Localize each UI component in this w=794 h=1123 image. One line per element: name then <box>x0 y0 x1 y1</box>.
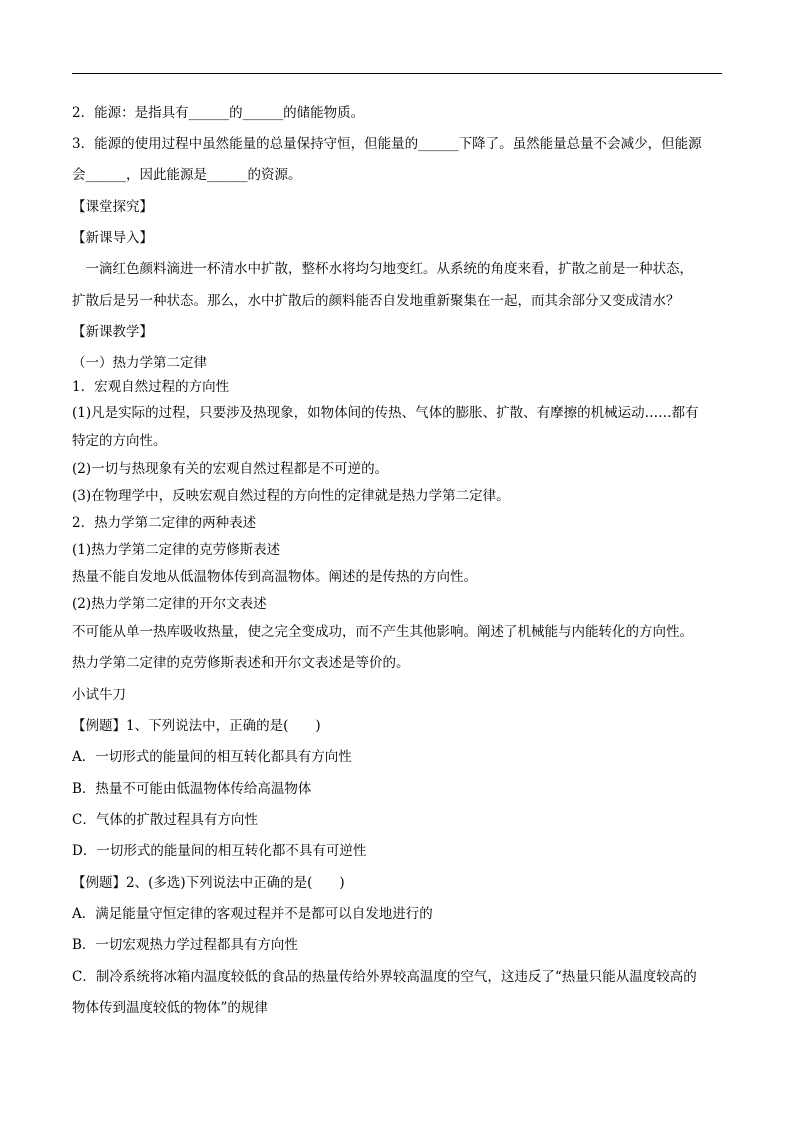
section-heading-class-inquiry: 【课堂探究】 <box>72 199 153 215</box>
header-rule <box>72 73 722 74</box>
section-heading-teaching: 【新课教学】 <box>72 324 153 340</box>
kelvin-statement: 不可能从单一热库吸收热量，使之完全变成功，而不产生其他影响。阐述了机械能与内能转化的方向性。 <box>72 624 693 640</box>
fill-blank-q2: 2．能源：是指具有______的______的储能物质。 <box>72 105 365 121</box>
example-1-option-b: B．热量不可能由低温物体传给高温物体 <box>72 781 312 797</box>
example-2-question: 【例题】2、(多选)下列说法中正确的是( ) <box>72 875 345 891</box>
example-2-option-b: B．一切宏观热力学过程都具有方向性 <box>72 937 298 953</box>
example-2-option-a: A．满足能量守恒定律的客观过程并不是都可以自发地进行的 <box>72 906 433 922</box>
point-1-item1-line2: 特定的方向性。 <box>72 433 167 449</box>
example-1-question: 【例题】1、下列说法中，正确的是( ) <box>72 718 321 734</box>
kelvin-heading: (2)热力学第二定律的开尔文表述 <box>72 596 267 612</box>
subsection-title: （一）热力学第二定律 <box>72 355 207 371</box>
point-1-title: 1．宏观自然过程的方向性 <box>72 379 230 395</box>
example-1-option-c: C．气体的扩散过程具有方向性 <box>72 812 258 828</box>
intro-paragraph-line1: 一滴红色颜料滴进一杯清水中扩散，整杯水将均匀地变红。从系统的角度来看，扩散之前是一种状态， <box>72 261 693 277</box>
clausius-statement: 热量不能自发地从低温物体传到高温物体。阐述的是传热的方向性。 <box>72 569 477 585</box>
example-1-option-d: D．一切形式的能量间的相互转化都不具有可逆性 <box>72 843 367 859</box>
point-1-item3: (3)在物理学中，反映宏观自然过程的方向性的定律就是热力学第二定律。 <box>72 488 510 504</box>
fill-blank-q3-line2: 会______，因此能源是______的资源。 <box>72 167 302 183</box>
example-2-option-c-line2: 物体传到温度较低的物体”的规律 <box>72 1000 268 1016</box>
example-2-option-c-line1: C．制冷系统将冰箱内温度较低的食品的热量传给外界较高温度的空气，这违反了“热量只能从温度较高的 <box>72 969 697 985</box>
clausius-heading: (1)热力学第二定律的克劳修斯表述 <box>72 542 281 558</box>
example-1-option-a: A．一切形式的能量间的相互转化都具有方向性 <box>72 749 352 765</box>
section-heading-intro: 【新课导入】 <box>72 230 153 246</box>
point-2-title: 2．热力学第二定律的两种表述 <box>72 515 257 531</box>
point-1-item1-line1: (1)凡是实际的过程，只要涉及热现象，如物体间的传热、气体的膨胀、扩散、有摩擦的机械运动……都有 <box>72 405 699 421</box>
intro-paragraph-line2: 扩散后是另一种状态。那么，水中扩散后的颜料能否自发地重新聚集在一起，而其余部分又变成清水？ <box>72 293 680 309</box>
fill-blank-q3-line1: 3．能源的使用过程中虽然能量的总量保持守恒，但能量的______下降了。虽然能量总量不会减少，但能源 <box>72 136 702 152</box>
equivalence-note: 热力学第二定律的克劳修斯表述和开尔文表述是等价的。 <box>72 655 410 671</box>
point-1-item2: (2)一切与热现象有关的宏观自然过程都是不可逆的。 <box>72 461 389 477</box>
practice-heading: 小试牛刀 <box>72 687 126 703</box>
